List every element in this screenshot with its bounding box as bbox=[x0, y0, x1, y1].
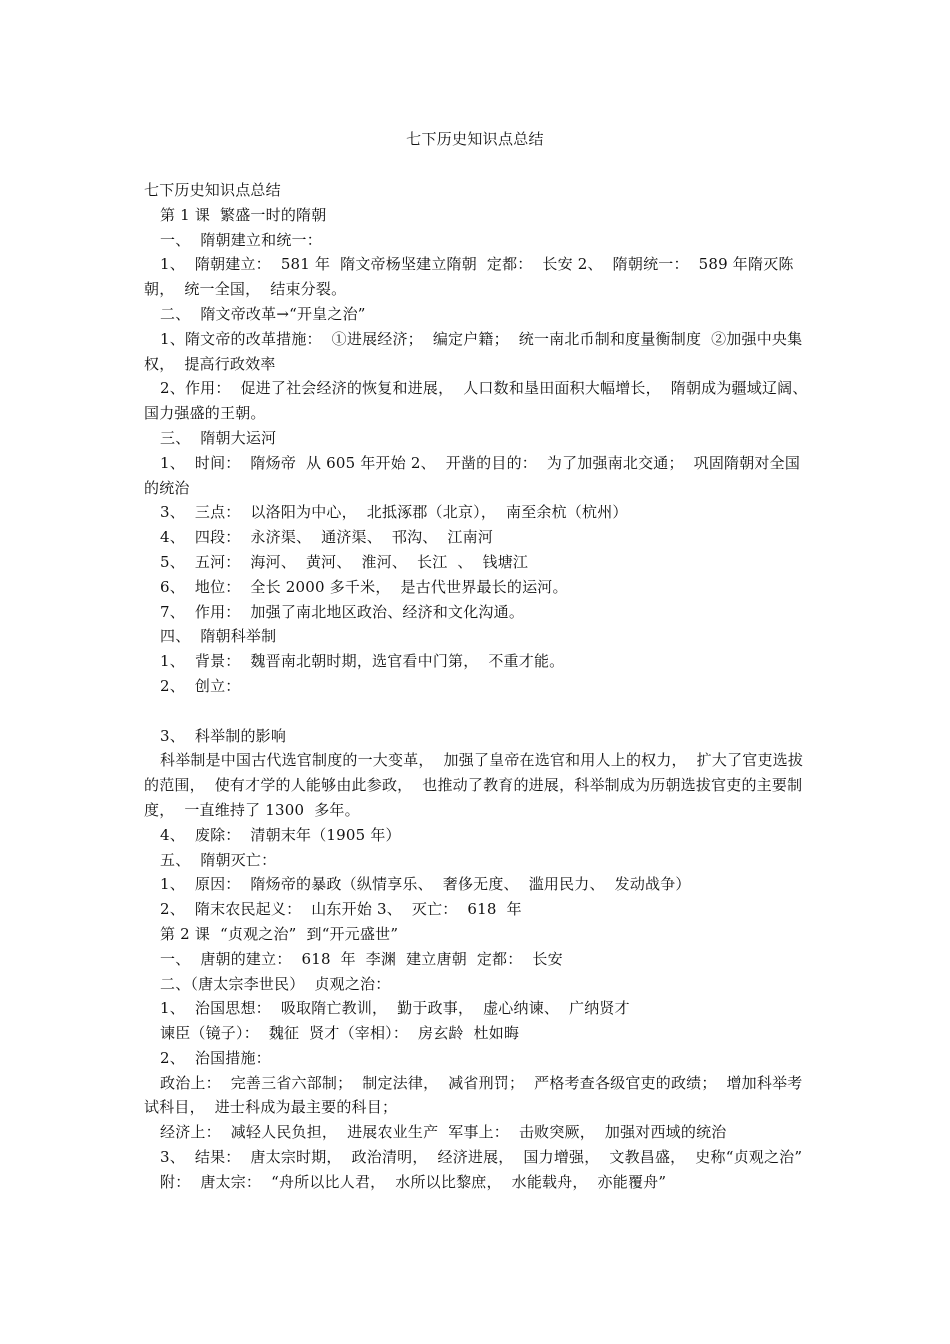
document-paragraph: 5、 五河： 海河、 黄河、 淮河、 长江 、 钱塘江 bbox=[160, 552, 529, 571]
document-paragraph: 2、 隋末农民起义： 山东开始 3、 灭亡： 618 年 bbox=[160, 900, 522, 919]
document-paragraph: 科举制是中国古代选官制度的一大变革， 加强了皇帝在选官和用人上的权力， 扩大了官吏选拔的范围， 使有才学的人能够由此参政， 也推动了教育的进展，科举制成为历朝选拔官吏的主要制度， 一直维持了 1300 多年。 bbox=[144, 751, 804, 819]
document-paragraph: 二、 隋文帝改革→“开皇之治” bbox=[160, 304, 366, 323]
document-paragraph: 1、 治国思想： 吸取隋亡教训， 勤于政事， 虚心纳谏、 广纳贤才 bbox=[160, 999, 630, 1018]
document-paragraph: 经济上： 减轻人民负担， 进展农业生产 军事上： 击败突厥， 加强对西域的统治 bbox=[160, 1123, 727, 1142]
document-paragraph: 一、 隋朝建立和统一： bbox=[160, 230, 322, 249]
document-body bbox=[144, 178, 818, 1195]
document-paragraph: 附： 唐太宗： “舟所以比人君， 水所以比黎庶， 水能载舟， 亦能覆舟” bbox=[160, 1172, 667, 1191]
document-paragraph: 政治上： 完善三省六部制； 制定法律， 减省刑罚； 严格考查各级官吏的政绩； 增加科举考试科目， 进士科成为最主要的科目； bbox=[144, 1073, 803, 1117]
document-paragraph: 3、 三点： 以洛阳为中心， 北抵涿郡（北京）， 南至余杭（杭州） bbox=[160, 503, 628, 522]
document-paragraph: 五、 隋朝灭亡： bbox=[160, 850, 277, 869]
document-paragraph: 2、 创立： bbox=[160, 676, 241, 695]
document-paragraph: 四、 隋朝科举制 bbox=[160, 627, 277, 646]
document-paragraph: 七下历史知识点总结 bbox=[144, 181, 281, 199]
document-title: 七下历史知识点总结 bbox=[406, 130, 544, 148]
document-paragraph: 3、 科举制的影响 bbox=[160, 726, 287, 745]
document-paragraph: 2、 治国措施： bbox=[160, 1048, 271, 1067]
document-paragraph: 1、 原因： 隋炀帝的暴政（纵情享乐、 奢侈无度、 滥用民力、 发动战争） bbox=[160, 875, 691, 894]
document-paragraph: 4、 四段： 永济渠、 通济渠、 邗沟、 江南河 bbox=[160, 528, 494, 547]
document-paragraph: 第 2 课 “贞观之治” 到“开元盛世” bbox=[160, 924, 399, 943]
document-paragraph: 7、 作用： 加强了南北地区政治、经济和文化沟通。 bbox=[160, 602, 525, 621]
document-paragraph: 4、 废除： 清朝末年（1905 年） bbox=[160, 825, 401, 844]
document-paragraph: 二、（唐太宗李世民） 贞观之治： bbox=[160, 974, 391, 993]
document-paragraph: 1、 时间： 隋炀帝 从 605 年开始 2、 开凿的目的： 为了加强南北交通； 巩固隋朝对全国的统治 bbox=[144, 453, 801, 497]
document-paragraph: 6、 地位： 全长 2000 多千米， 是古代世界最长的运河。 bbox=[160, 577, 568, 596]
document-paragraph: 一、 唐朝的建立： 618 年 李渊 建立唐朝 定都： 长安 bbox=[160, 949, 563, 968]
document-paragraph: 第 1 课 繁盛一时的隋朝 bbox=[160, 205, 327, 224]
document-paragraph bbox=[144, 699, 808, 724]
document-paragraph: 1、隋文帝的改革措施： ①进展经济； 编定户籍； 统一南北币制和度量衡制度 ②加强中央集权， 提高行政效率 bbox=[144, 329, 803, 373]
document-paragraph: 1、 隋朝建立： 581 年 隋文帝杨坚建立隋朝 定都： 长安 2、 隋朝统一： 589 年隋灭陈朝， 统一全国， 结束分裂。 bbox=[144, 255, 794, 299]
document-paragraph: 三、 隋朝大运河 bbox=[160, 428, 277, 447]
document-paragraph: 2、作用： 促进了社会经济的恢复和进展， 人口数和垦田面积大幅增长， 隋朝成为疆域辽阔、 国力强盛的王朝。 bbox=[144, 379, 818, 423]
document-paragraph: 1、 背景： 魏晋南北朝时期，选官看中门第， 不重才能。 bbox=[160, 652, 565, 671]
document-paragraph: 3、 结果： 唐太宗时期， 政治清明， 经济进展， 国力增强， 文教昌盛， 史称“贞观之治” bbox=[160, 1148, 803, 1167]
document-paragraph: 谏臣（镜子）： 魏征 贤才（宰相）： 房玄龄 杜如晦 bbox=[160, 1024, 520, 1043]
